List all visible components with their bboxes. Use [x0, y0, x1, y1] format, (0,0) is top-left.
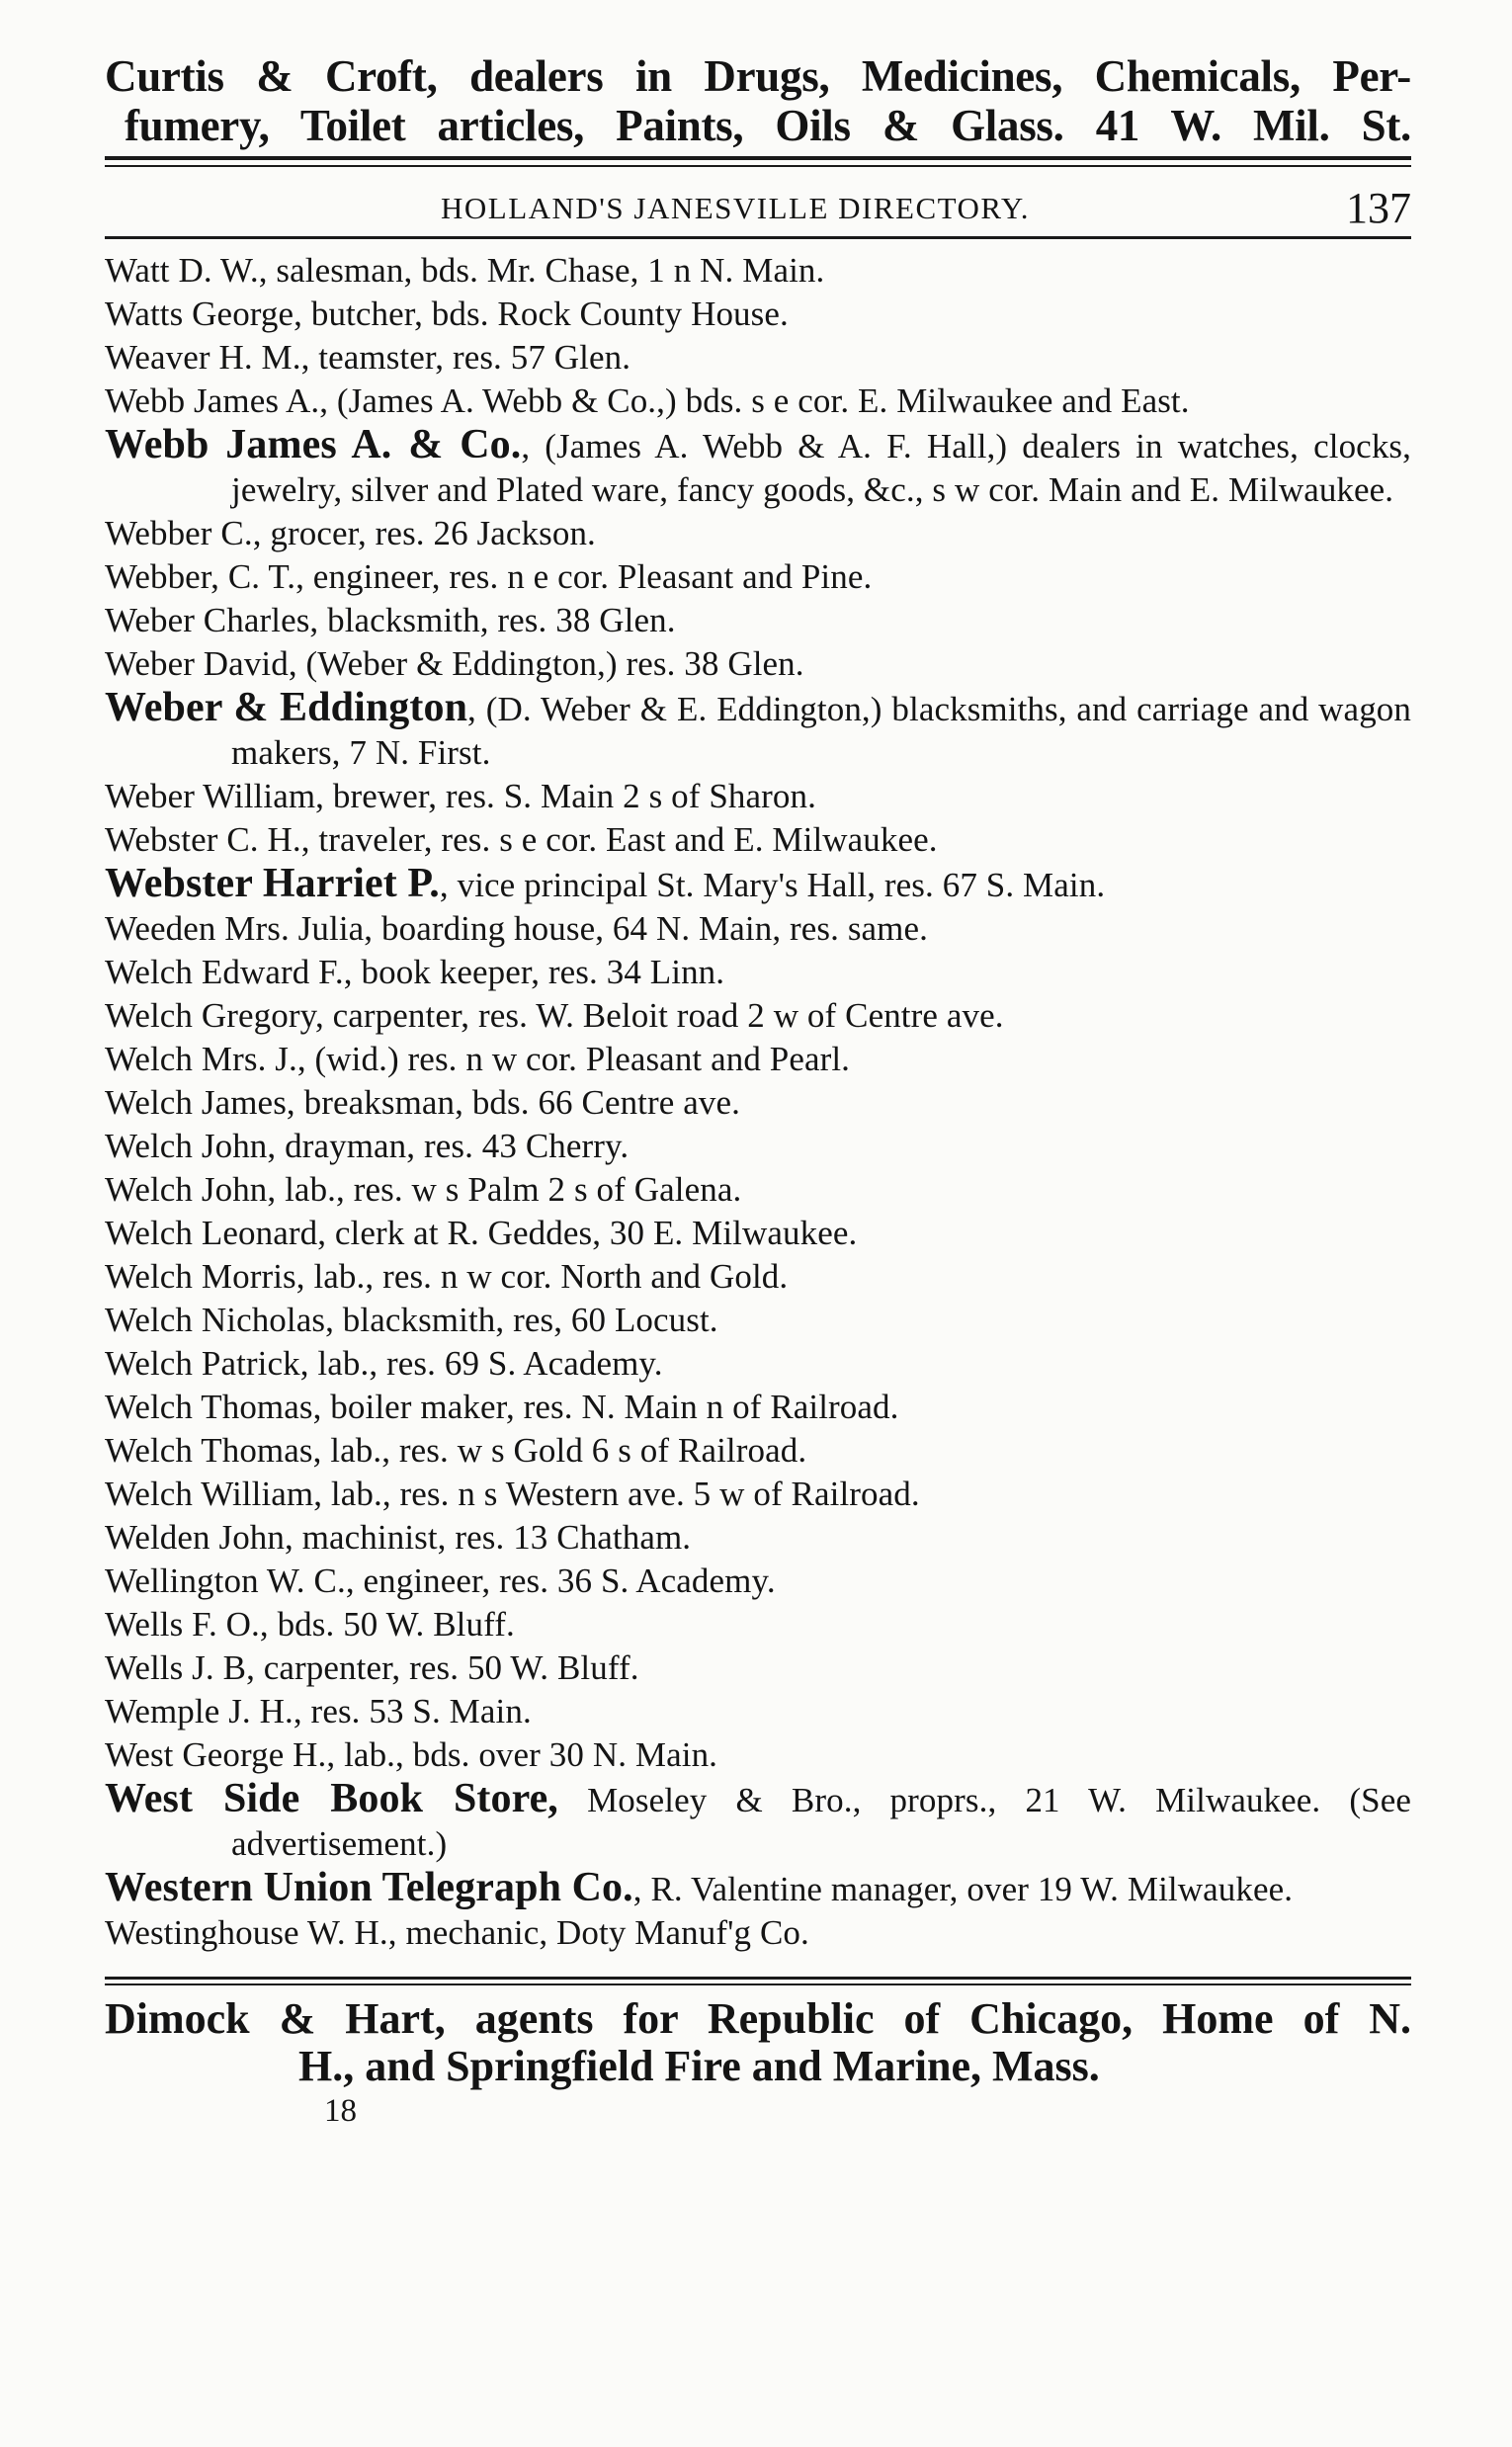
entry-details: Moseley & Bro., proprs., 21 W. Milwaukee. (See advertisement.)	[231, 1781, 1412, 1863]
directory-page	[105, 51, 1411, 2130]
directory-entry	[105, 555, 1411, 599]
directory-entry	[105, 1516, 1411, 1560]
entry-details: , drayman, res. 43 Cherry.	[267, 1127, 630, 1165]
footer-ad-line-2: H., and Springfield Fire and Marine, Mass.	[298, 2042, 1100, 2090]
directory-entry	[105, 1777, 1411, 1866]
entry-details: , (James A. Webb & Co.,) bds. s e cor. E. Milwaukee and East.	[319, 381, 1190, 420]
directory-entry	[105, 642, 1411, 686]
entry-details: , lab., res. w s Palm 2 s of Galena.	[267, 1170, 742, 1209]
directory-entries	[105, 249, 1411, 1955]
entry-name: Welch Mrs. J.	[105, 1040, 297, 1078]
entry-details: , lab., res. n s Western ave. 5 w of Railroad.	[313, 1475, 920, 1513]
directory-title: HOLLAND'S JANESVILLE DIRECTORY.	[441, 191, 1031, 225]
entry-details: , carpenter, res. W. Beloit road 2 w of Centre ave.	[314, 996, 1004, 1035]
entry-details: , book keeper, res. 34 Linn.	[343, 953, 725, 991]
entry-name: Watt D. W.	[105, 251, 259, 290]
entry-details: , (wid.) res. n w cor. Pleasant and Pearl.	[296, 1040, 851, 1078]
entry-name: Welch James	[105, 1083, 287, 1122]
entry-details: , lab., res. w s Gold 6 s of Railroad.	[312, 1431, 807, 1470]
entry-details: , teamster, res. 57 Glen.	[300, 338, 631, 377]
directory-entry	[105, 1081, 1411, 1125]
directory-entry	[105, 951, 1411, 994]
directory-entry	[105, 293, 1411, 336]
entry-details: , breaksman, bds. 66 Centre ave.	[286, 1083, 740, 1122]
directory-entry	[105, 907, 1411, 951]
entry-name: Welch Patrick	[105, 1344, 300, 1383]
entry-details: , salesman, bds. Mr. Chase, 1 n N. Main.	[258, 251, 825, 290]
entry-details: , res. 53 S. Main.	[293, 1692, 532, 1730]
entry-name: Watts George	[105, 295, 294, 333]
directory-entry	[105, 775, 1411, 818]
entry-name: Western Union Telegraph Co.	[105, 1865, 633, 1910]
entry-name: Welch John	[105, 1170, 268, 1209]
directory-entry	[105, 1733, 1411, 1777]
entry-name: Webb James A.	[105, 381, 320, 420]
entry-details: , machinist, res. 13 Chatham.	[285, 1518, 692, 1557]
footer-double-rule	[105, 1977, 1411, 1985]
header-ad-line-1: Curtis & Croft, dealers in Drugs, Medicines, Chemicals, Per-	[105, 51, 1411, 101]
entry-name: Weeden Mrs. Julia	[105, 909, 365, 948]
entry-details: , (Weber & Eddington,) res. 38 Glen.	[288, 644, 804, 683]
directory-entry	[105, 1560, 1411, 1603]
entry-name: Wellington W. C.	[105, 1561, 346, 1600]
directory-entry	[105, 336, 1411, 380]
entry-name: Welden John	[105, 1518, 285, 1557]
directory-entry	[105, 1646, 1411, 1690]
footer-ad-line-1: Dimock & Hart, agents for Republic of Chicago, Home of N.	[105, 1994, 1411, 2043]
entry-name: Welch Edward F.	[105, 953, 344, 991]
directory-entry	[105, 1603, 1411, 1646]
directory-entry	[105, 380, 1411, 423]
entry-name: Welch Nicholas	[105, 1301, 326, 1339]
directory-entry	[105, 1168, 1411, 1212]
entry-details: , engineer, res. n e cor. Pleasant and Pine.	[295, 557, 873, 596]
signature-mark: 18	[324, 2093, 357, 2129]
entry-details: , brewer, res. S. Main 2 s of Sharon.	[315, 777, 816, 815]
header-double-rule	[105, 156, 1411, 167]
entry-name: Wells F. O.	[105, 1605, 260, 1644]
entry-name: Wells J. B	[105, 1648, 247, 1687]
entry-details: , boiler maker, res. N. Main n of Railroad.	[312, 1388, 899, 1426]
entry-name: West Side Book Store,	[105, 1776, 558, 1821]
entry-details: , traveler, res. s e cor. East and E. Milwaukee.	[300, 820, 938, 859]
entry-name: Welch Morris	[105, 1257, 296, 1296]
header-ad-line-2: fumery, Toilet articles, Paints, Oils & Glass. 41 W. Mil. St.	[125, 101, 1411, 150]
entry-details: , blacksmith, res. 38 Glen.	[309, 601, 676, 639]
running-head-rule	[105, 236, 1411, 239]
directory-entry	[105, 1690, 1411, 1733]
entry-details: , grocer, res. 26 Jackson.	[252, 514, 596, 552]
directory-entry	[105, 686, 1411, 775]
entry-name: Weber David	[105, 644, 289, 683]
entry-name: Webster Harriet P.	[105, 861, 440, 906]
entry-details: , R. Valentine manager, over 19 W. Milwaukee.	[632, 1870, 1294, 1908]
entry-details: , boarding house, 64 N. Main, res. same.	[364, 909, 928, 948]
footer-advertisement	[105, 1995, 1411, 2090]
entry-details: , butcher, bds. Rock County House.	[294, 295, 789, 333]
entry-name: Welch Gregory	[105, 996, 315, 1035]
directory-entry	[105, 1866, 1411, 1911]
entry-details: , lab., res. 69 S. Academy.	[299, 1344, 663, 1383]
directory-entry	[105, 512, 1411, 555]
entry-name: Webber C.	[105, 514, 253, 552]
directory-entry	[105, 423, 1411, 512]
directory-entry	[105, 249, 1411, 293]
entry-details: , clerk at R. Geddes, 30 E. Milwaukee.	[317, 1214, 858, 1252]
directory-entry	[105, 1125, 1411, 1168]
directory-entry	[105, 1212, 1411, 1255]
entry-details: , carpenter, res. 50 W. Bluff.	[246, 1648, 639, 1687]
page-number: 137	[1346, 184, 1411, 232]
directory-entry	[105, 1429, 1411, 1473]
entry-name: Wemple J. H.	[105, 1692, 294, 1730]
entry-name: Welch Leonard	[105, 1214, 318, 1252]
entry-name: Weber Charles	[105, 601, 310, 639]
entry-name: Webster C. H.	[105, 820, 301, 859]
directory-entry	[105, 1038, 1411, 1081]
directory-entry	[105, 862, 1411, 907]
entry-name: Welch William	[105, 1475, 314, 1513]
entry-details: , mechanic, Doty Manuf'g Co.	[387, 1913, 809, 1952]
entry-name: Weber William	[105, 777, 316, 815]
entry-name: Weber & Eddington	[105, 685, 468, 730]
entry-details: , (D. Weber & E. Eddington,) blacksmiths, and carriage and wagon makers, 7 N. First.	[231, 690, 1411, 772]
entry-name: Welch John	[105, 1127, 268, 1165]
directory-entry	[105, 599, 1411, 642]
directory-entry	[105, 1299, 1411, 1342]
directory-entry	[105, 1386, 1411, 1429]
entry-name: Webb James A. & Co.	[105, 422, 522, 467]
entry-name: West George H.	[105, 1735, 327, 1774]
directory-entry	[105, 1342, 1411, 1386]
directory-entry	[105, 1473, 1411, 1516]
entry-name: Weaver H. M.	[105, 338, 301, 377]
entry-details: , engineer, res. 36 S. Academy.	[345, 1561, 776, 1600]
directory-entry	[105, 818, 1411, 862]
entry-details: , (James A. Webb & A. F. Hall,) dealers in watches, clocks, jewelry, silver and Plated ware, fancy goods, &c., s w cor. Main and E. Milwaukee.	[231, 427, 1411, 509]
directory-entry	[105, 1911, 1411, 1955]
entry-details: , vice principal St. Mary's Hall, res. 67 S. Main.	[439, 866, 1106, 904]
directory-entry	[105, 1255, 1411, 1299]
header-advertisement	[105, 51, 1411, 150]
entry-details: , lab., res. n w cor. North and Gold.	[295, 1257, 789, 1296]
directory-entry	[105, 994, 1411, 1038]
entry-name: Welch Thomas	[105, 1388, 313, 1426]
entry-details: , bds. 50 W. Bluff.	[259, 1605, 515, 1644]
entry-name: Welch Thomas	[105, 1431, 313, 1470]
entry-details: , lab., bds. over 30 N. Main.	[326, 1735, 718, 1774]
entry-details: , blacksmith, res, 60 Locust.	[325, 1301, 718, 1339]
entry-name: Webber, C. T.	[105, 557, 296, 596]
running-head	[105, 175, 1411, 234]
entry-name: Westinghouse W. H.	[105, 1913, 388, 1952]
